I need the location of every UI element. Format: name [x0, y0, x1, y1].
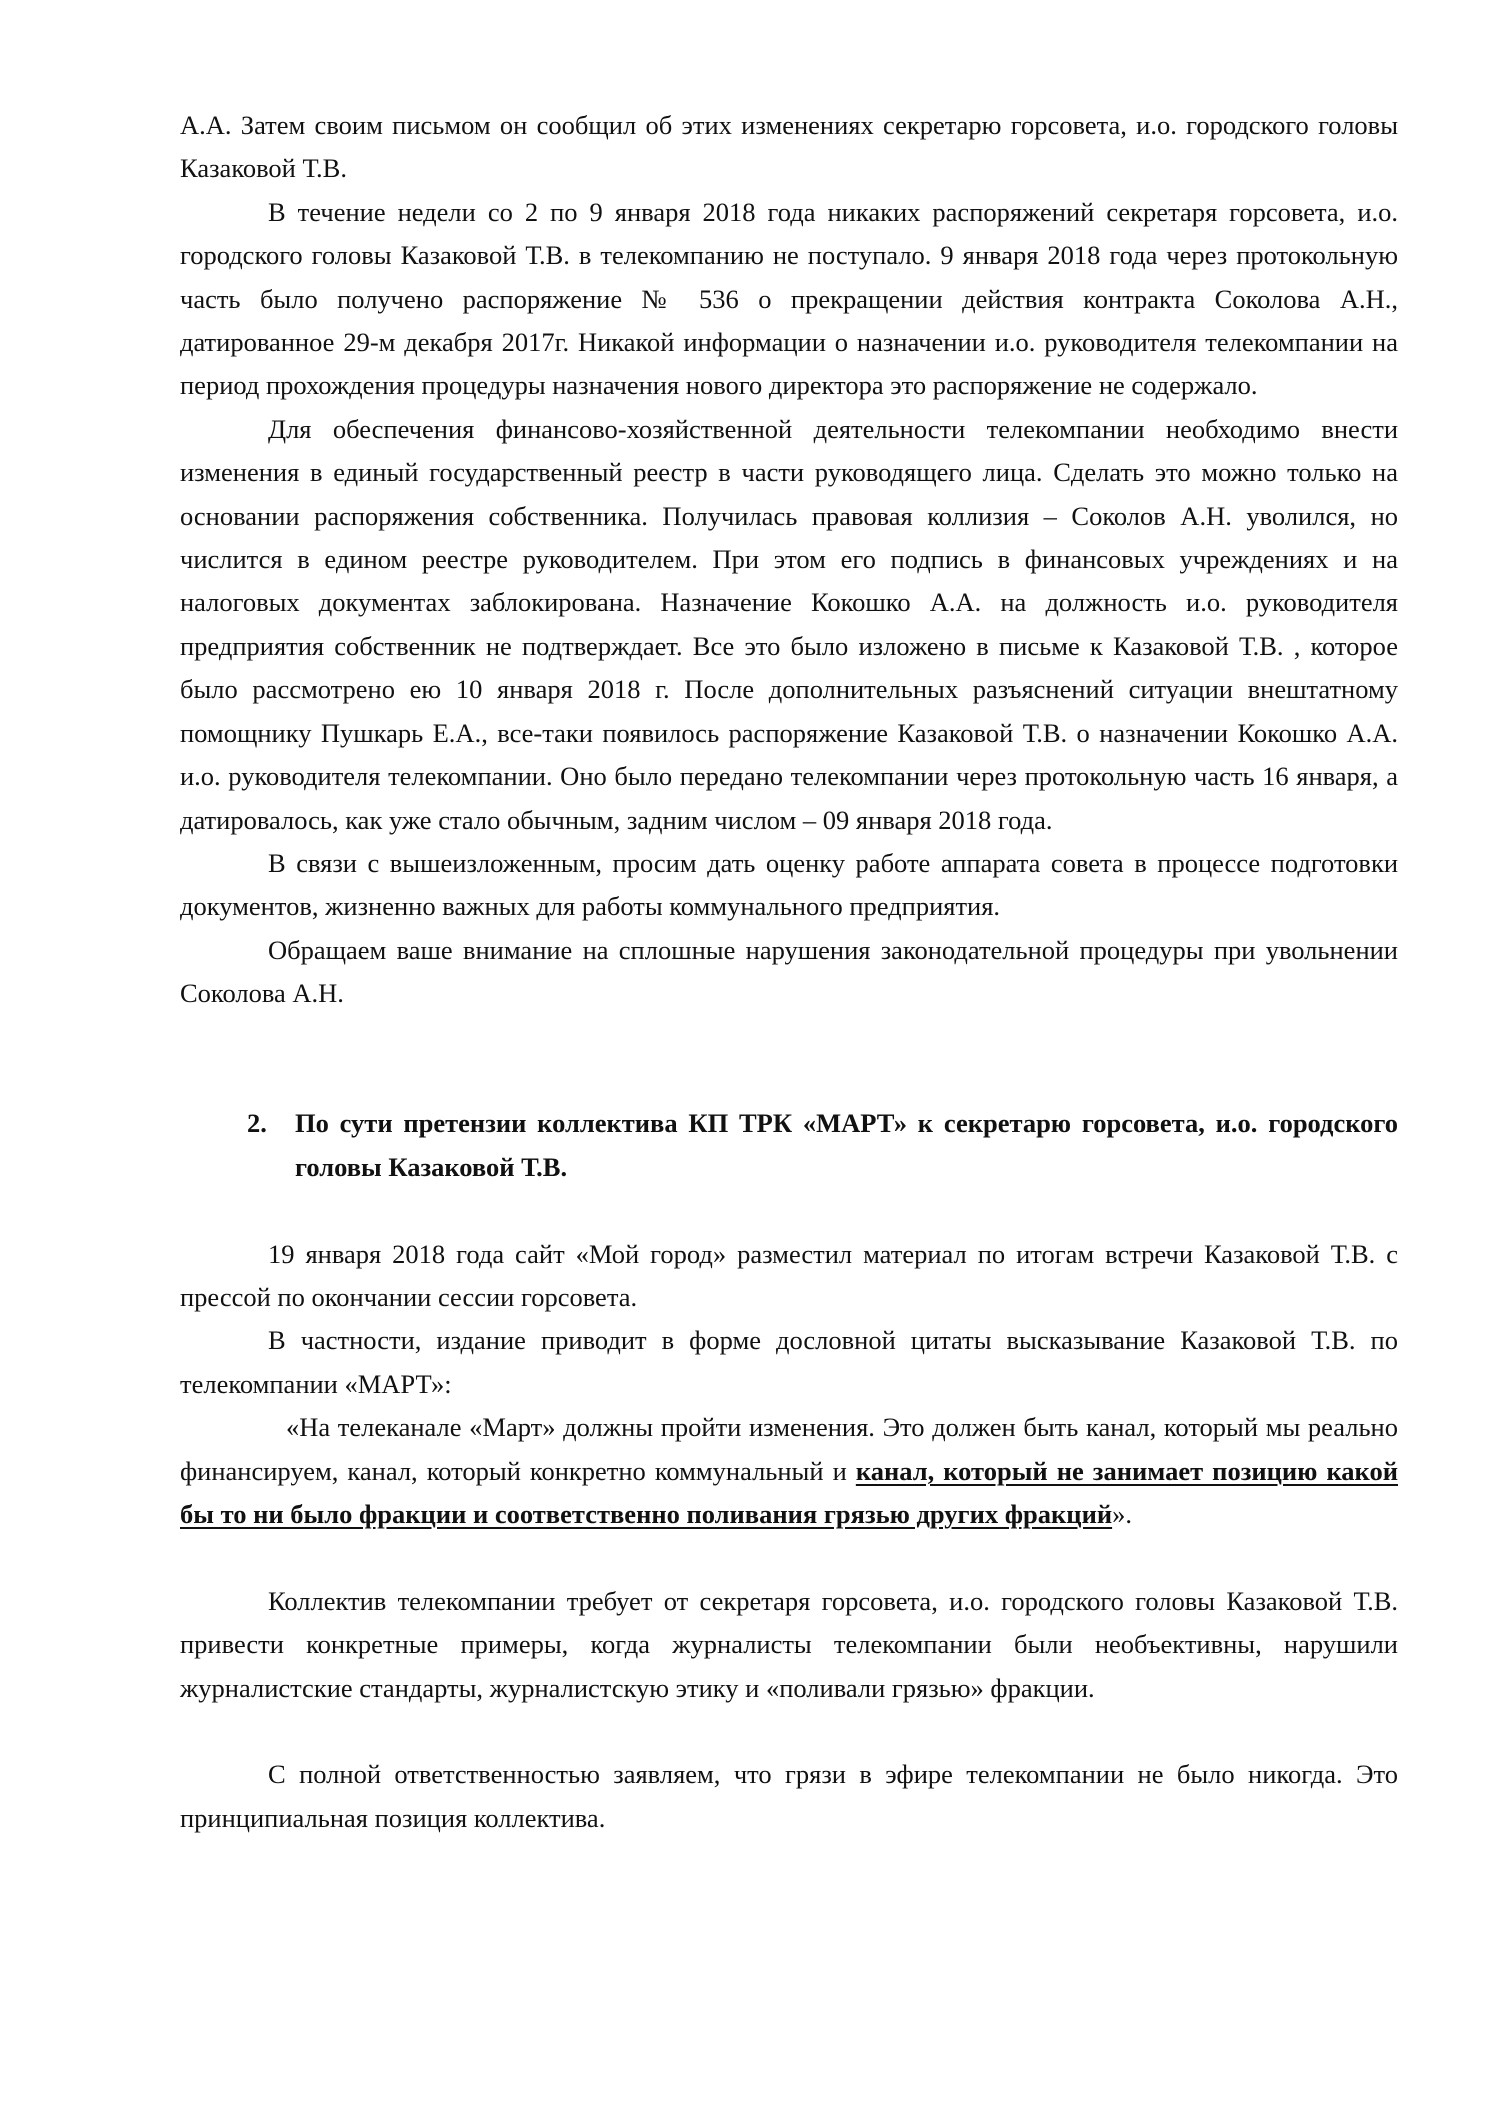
paragraph-request-assessment: В связи с вышеизложенным, просим дать оценку работе аппарата совета в процессе подготовки документов, жизненно важных для работы коммунального предприятия.	[180, 847, 1398, 922]
paragraph-quote-intro: В частности, издание приводит в форме дословной цитаты высказывание Казаковой Т.В. по телекомпании «МАРТ»:	[180, 1325, 1398, 1399]
spacer	[180, 1016, 1398, 1103]
paragraph-violations-notice: Обращаем ваше внимание на сплошные нарушения законодательной процедуры при увольнении Соколова А.Н.	[180, 934, 1398, 1009]
spacer	[180, 1189, 1398, 1232]
section-heading	[180, 1102, 1398, 1189]
paragraph-team-demand: Коллектив телекомпании требует от секретаря горсовета, и.о. городского головы Казаковой Т.В. привести конкретные примеры, когда журналисты телекомпании были необъективны, нарушили журналистские стандарты, журналистскую этику и «поливали грязью» фракции.	[180, 1585, 1398, 1703]
quote-close: ».	[1112, 1498, 1132, 1529]
paragraph-team-statement: С полной ответственностью заявляем, что грязи в эфире телекомпании не было никогда. Это принципиальная позиция коллектива.	[180, 1759, 1398, 1833]
spacer	[180, 1536, 1398, 1579]
paragraph-legal-collision: Для обеспечения финансово-хозяйственной деятельности телекомпании необходимо внести изменения в единый государственный реестр в части руководящего лица. Сделать это можно только на основании распоряжения собственника. Получилась правовая коллизия – Соколов А.Н. уволился, но числится в едином реестре руководителем. При этом его подпись в финансовых учреждениях и на налоговых документах заблокирована. Назначение Кокошко А.А. на должность и.о. руководителя предприятия собственник не подтверждает. Все это было изложено в письме к Казаковой Т.В. , которое было рассмотрено ею 10 января 2018 г. После дополнительных разъяснений ситуации внештатному помощнику Пушкарь Е.А., все-таки появилось распоряжение Казаковой Т.В. о назначении Кокошко А.А. и.о. руководителя телекомпании. Оно было передано телекомпании через протокольную часть 16 января, а датировалось, как уже стало обычным, задним числом – 09 января 2018 года.	[180, 413, 1398, 835]
document-page	[180, 104, 1398, 1840]
quote-text: «На телеканале «Март» должны пройти изменения. Это должен быть канал, который мы реально финансируем, канал, который конкретно коммунальный и	[180, 1412, 1398, 1486]
paragraph-no-orders: В течение недели со 2 по 9 января 2018 года никаких распоряжений секретаря горсовета, и.о. городского головы Казаковой Т.В. в телекомпанию не поступало. 9 января 2018 года через протокольную часть было получено распоряжение № 536 о прекращении действия контракта Соколова А.Н., датированное 29-м декабря 2017г. Никакой информации о назначении и.о. руководителя телекомпании на период прохождения процедуры назначения нового директора это распоряжение не содержало.	[180, 196, 1398, 401]
paragraph-continuation: А.А. Затем своим письмом он сообщил об этих изменениях секретарю горсовета, и.о. городского головы Казаковой Т.В.	[180, 110, 1398, 184]
paragraph-website-report: 19 января 2018 года сайт «Мой город» разместил материал по итогам встречи Казаковой Т.В. с прессой по окончании сессии горсовета.	[180, 1238, 1398, 1312]
spacer	[180, 1710, 1398, 1753]
paragraph-quotation	[180, 1406, 1398, 1536]
section-title: По сути претензии коллектива КП ТРК «МАРТ» к секретарю горсовета, и.о. городского головы Казаковой Т.В.	[295, 1108, 1398, 1182]
quote-emphasis-underlined: канал, который не занимает позицию какой бы то ни было фракции и соответственно поливания грязью других фракций	[180, 1455, 1398, 1529]
section-number: 2.	[247, 1108, 267, 1139]
